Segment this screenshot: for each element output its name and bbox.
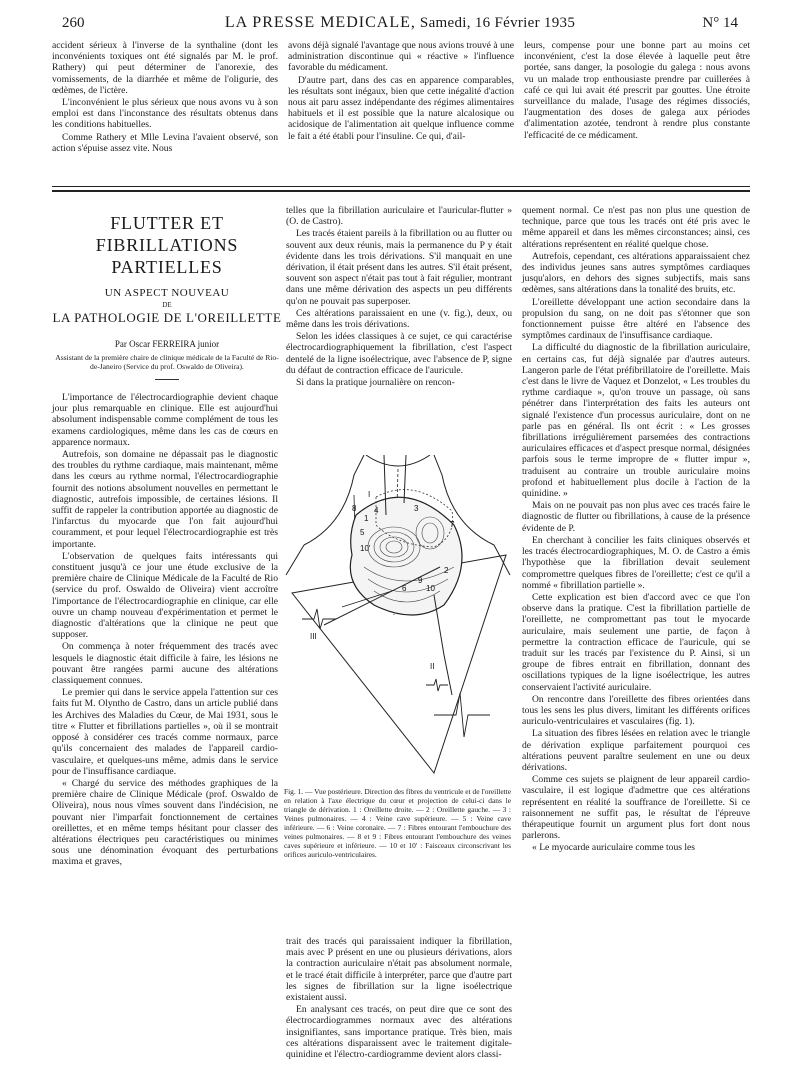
paragraph: trait des tracés qui paraissaient indiquer la fibrillation, mais avec P présent en une ou plusieurs dérivations, alors la contraction auriculaire n'était pas absolument normale, et le tracé était difficile à interpréter, parce que d'autre part les signes de fibrillation sur la ligne isoélectrique existaient aussi. — [286, 936, 512, 1004]
paragraph: « Le myocarde auriculaire comme tous les — [532, 842, 696, 854]
paragraph: avons déjà signalé l'avantage que nous avions trouvé à une administration discontinue qui « réactive » l'influence favorable du médicament. — [288, 40, 514, 74]
paragraph: Si dans la pratique journalière on rencon- — [296, 377, 455, 389]
figure-heart-anatomy — [284, 455, 511, 783]
figure-label: 6 — [402, 584, 407, 593]
paragraph: L'inconvénient le plus sérieux que nous avons vu à son emploi est dans l'inconstance des résultats obtenus dans les conditions habituelles. — [52, 97, 278, 131]
double-rule-top — [52, 186, 750, 187]
figure-label: 10 — [426, 584, 435, 593]
paragraph: telles que la fibrillation auriculaire et l'auricular-flutter » (O. de Castro). — [286, 205, 512, 228]
top-column-3 — [524, 40, 750, 142]
figure-label: 7 — [450, 520, 455, 529]
paragraph: En cherchant à concilier les faits cliniques observés et les tracés électrocardiographiques, M. O. de Castro a émis l'hypothèse que la fibrillation devait seulement compromettre quelques fibres de l'oreillette; c'est ce qu'il a nommé « fibrillation partielle ». — [522, 534, 750, 591]
article-column-2-bottom — [286, 936, 512, 1061]
paragraph: L'oreillette développant une action secondaire dans la propulsion du sang, on ne doit pas s'étonner que son fonctionnement puisse être altéré en l'absence des symptômes cardinaux de l'insuffisance cardiaque. — [522, 296, 750, 342]
paragraph: quement normal. Ce n'est pas non plus une question de technique, parce que tous les tracés ont été pris avec le même appareil et dans les mêmes circonstances; ainsi, ces altérations représentent en réalité quelque chose. — [522, 205, 750, 250]
top-column-1 — [52, 40, 278, 155]
page-header — [62, 14, 738, 36]
paragraph: « Chargé du service des méthodes graphiques de la première chaire de Clinique Médicale (prof. Oswaldo de Oliveira), nous nous vîmes souvent dans l'indécision, ne pouvant nier l'imparfait fonctionnement de certaines oreillettes, et en même temps hésitant pour classer des altérations électriques peu caractéristiques ou minimes sous une dénomination évoquant des perturbations maxima et graves, — [52, 777, 278, 868]
article-column-1 — [52, 392, 278, 869]
paragraph: Les tracés étaient pareils à la fibrillation ou au flutter ou souvent aux deux réunis, mais la permanence du P y était évidente dans les trois dérivations. S'il manquait en une dérivation, il était présent dans les autres. S'il était présent, souvent son aspect n'était pas tout à fait régulier, montrant dans une même dérivation des aspects un peu différents qu'on ne pouvait pas superposer. — [286, 228, 512, 307]
paragraph: D'autre part, dans des cas en apparence comparables, les résultats sont inégaux, bien que cette inégalité d'action nous ait paru assez indépendante des régimes alimentaires habituels et il est possible que la nature alcalosique ou acidosique de l'alimentation ait quelque influence comme le fait a été établi pour l'insuline. Ce qui, d'ail- — [288, 74, 514, 142]
issue-number: N° 14 — [702, 15, 738, 31]
paragraph: En analysant ces tracés, on peut dire que ce sont des électrocardiogrammes normaux avec des altérations insignifiantes, sans importance pratique. Très bien, mais ces altérations disparaissent avec le traitement digitale-quinidine et l'électro-cardiogramme devient alors classi- — [286, 1004, 512, 1061]
figure-caption: Fig. 1. — Vue postérieure. Direction des fibres du ventricule et de l'oreillette en relation à l'axe électrique du cœur et projection de celui-ci dans le triangle de dérivation. 1 : Oreillette droite. — 2 : Oreillette gauche. — 3 : Veines pulmonaires. — 4 : Veine cave supérieure. — 5 : Veine cave inférieure. — 6 : Veine coronaire. — 7 : Fibres entourant l'embouchure des veines pulmonaires. — 8 et 9 : Fibres entourant l'embouchure des veines caves supérieure et inférieure. — 10 et 10' : Faisceaux circonscrivant les orifices auriculo-ventriculaires. — [284, 787, 511, 859]
article-title: FLUTTER ET FIBRILLATIONS PARTIELLES — [95, 213, 239, 277]
paragraph: Autrefois, cependant, ces altérations apparaissaient chez des individus jeunes sans autres symptômes cardiaques jusqu'alors, en dehors des signes subjectifs, mais sans œdèmes, sans altérations dans la tonalité des bruits, etc. — [522, 250, 750, 296]
byline: Par Oscar FERREIRA junior — [114, 339, 220, 349]
publication-name: LA PRESSE MEDICALE, — [224, 14, 416, 31]
figure-label: 5 — [360, 528, 365, 537]
heart-diagram — [284, 455, 511, 783]
paragraph: On rencontre dans l'oreillette des fibres orientées dans tous les sens les plus divers, limitant les différents orifices auriculo-ventriculaires et vasculaires (fig. 1). — [522, 693, 750, 728]
paragraph: Le premier qui dans le service appela l'attention sur ces faits fut M. Olyntho de Castro, dans un article publié dans les Archives des Maladies du Cœur, de Mai 1931, sous le titre « Flutter et fibrillations partielles », où il se montrait opposé à considérer ces tracés comme normaux, parce qu'ils concernaient des malades de l'appareil cardio-vasculaire, et quelques-uns même, admis dans le service pour de l'insuffisance cardiaque. — [52, 687, 278, 777]
paragraph: Autrefois, son domaine ne dépassait pas le diagnostic des troubles du rythme cardiaque, mais maintenant, même dans les cœurs au rythme normal, l'électrocardiographie fournit des notions absolument nouvelles en permettant le diagnostic, autrefois impossible, de certaines lésions. Il suffit de rappeler la contribution apportée au diagnostic de l'infarctus du myocarde que l'on fait aujourd'hui couramment, et pour lequel l'électrocardiographie est très importante. — [52, 449, 278, 550]
paragraph: Comme Rathery et Mlle Levina l'avaient observé, son action s'épuise assez vite. Nous — [52, 131, 278, 154]
figure-label: II — [430, 662, 435, 671]
article-title-block — [52, 212, 282, 380]
paragraph: Mais on ne pouvait pas non plus avec ces tracés faire le diagnostic de flutter ou fibrillations, à cause de la présence évidente de P. — [522, 500, 750, 534]
paragraph: Comme ces sujets se plaignent de leur appareil cardio-vasculaire, il est logique d'admettre que ces altérations représentent en réalité la souffrance de l'oreillette. Si ce raisonnement ne suffit pas, le résultat de l'épreuve thérapeutique fournit un argument plus fort dont nous parlerons. — [522, 774, 750, 842]
paragraph: La situation des fibres lésées en relation avec le triangle de dérivation explique parfaitement pourquoi ces altérations peuvent paraître seulement en une ou deux dérivations. — [522, 728, 750, 773]
paragraph: Ces altérations paraissaient en une (v. fig.), deux, ou même dans les trois dérivations. — [286, 307, 512, 331]
figure-label: 9 — [418, 576, 423, 585]
paragraph: Selon les idées classiques à ce sujet, ce qui caractérise électrocardiographiquement la fibrillation, c'est l'aspect dentelé de la ligne isoélectrique, avec l'absence de P, signe du défaut de contraction efficace de l'auricule. — [286, 331, 512, 376]
paragraph: accident sérieux à l'inverse de la synthaline (dont les inconvénients toxiques ont été signalés par M. le prof. Rathery) qui peut déterminer de l'anorexie, des vomissements, de la diarrhée et même de l'oligurie, des œdèmes, de l'ictère. — [52, 40, 278, 96]
top-column-2 — [288, 40, 514, 143]
paragraph: La difficulté du diagnostic de la fibrillation auriculaire, en certains cas, fut déjà signalée par d'autres auteurs. Langeron parle de l'état préfibrillatoire de l'oreillette. Mais c'est dans le livre de Vaquez et Donzelot, « Les troubles du rythme cardiaque », qu'on trouve un passage, où sans pénétrer dans l'interprétation des faits les auteurs ont signalé l'existence d'un processus auriculaire, dont on ne parle pas en général. Ils ont écrit : « Les grosses fibrillations irrégulièrement parsemées des contractions auriculaires efficaces et d'aspect presque normal, désignées parfois sous le terme impropre de « flutter impur », traduisent au contraire un trouble auriculaire moins profond et habituellement plus docile à l'action de la quinidine. » — [522, 342, 750, 500]
author-affiliation: Assistant de la première chaire de clinique médicale de la Faculté de Rio-de-Janeiro (Service du prof. Oswaldo de Oliveira). — [55, 353, 279, 372]
figure-label: 4 — [374, 506, 379, 515]
paragraph: leurs, compense pour une bonne part au moins cet inconvénient, c'est la dose élevée à laquelle peut être portée, sans danger, la posologie du galega : nous avons vu un malade trop enthousiaste prendre par cuillerées à café ce qui lui avait été prescrit par gouttes. Une étroite surveillance du malade, l'usage des régimes dissociés, l'augmentation des doses de galega aux périodes d'alimentation azotée, tendront à rendre plus constante l'efficacité de ce médicament. — [524, 40, 750, 141]
figure-label: 3 — [414, 504, 419, 513]
paragraph: Cette explication est bien d'accord avec ce que l'on observe dans la pratique. C'est la fibrillation partielle de l'oreillette, ne compromettant pas tout le myocarde auriculaire, mais seulement une partie, de façon à permettre la contraction efficace de l'auricule, qui se traduit sur les tracés par l'existence du P. Ainsi, si un groupe de fibres entrait en fibrillation, donnant des oscillations typiques de la ligne isoélectrique, les autres conservaient l'activité auriculaire. — [522, 591, 750, 693]
title-separator — [155, 379, 179, 380]
article-subtitle-joiner: DE — [162, 301, 172, 309]
figure-label: 10' — [360, 544, 371, 553]
issue-date: Samedi, 16 Février 1935 — [419, 15, 576, 31]
figure-label: III — [310, 632, 317, 641]
article-column-2-top — [286, 205, 512, 389]
running-title — [122, 14, 678, 32]
figure-label: 2 — [444, 566, 449, 575]
article-subtitle: UN ASPECT NOUVEAU — [104, 287, 230, 299]
figure-label: 1 — [364, 514, 369, 523]
article-subtitle-2: LA PATHOLOGIE DE L'OREILLETTE — [52, 310, 282, 325]
paragraph: L'observation de quelques faits intéressants qui constituent jusqu'à ce jour une étude exclusive de la première chaire de Clinique Médicale de la Faculté de Rio (service du prof. Oswaldo de Oliveira) vient accroître l'importance de l'électrocardiographie en clinique, car elle ouvre un champ nouveau d'expérimentation et permet le diagnostic d'altérations que la clinique ne peut que supposer. — [52, 550, 278, 641]
article-column-3 — [522, 205, 750, 855]
paragraph: On commença à noter fréquemment des tracés avec lesquels le diagnostic était difficile à faire, les lésions ne pouvant être rangées parmi aucune des altérations classiquement connues. — [52, 641, 278, 687]
page-number: 260 — [62, 15, 85, 31]
double-rule-bottom — [52, 190, 750, 192]
figure-label: I — [368, 490, 371, 499]
figure-label: 8 — [352, 504, 357, 513]
paragraph: L'importance de l'électrocardiographie devient chaque jour plus remarquable en clinique. Elle est aujourd'hui absolument indispensable comme complément de tous les examens cardiologiques, même dans les cas de cœurs en apparence normaux. — [52, 392, 278, 448]
